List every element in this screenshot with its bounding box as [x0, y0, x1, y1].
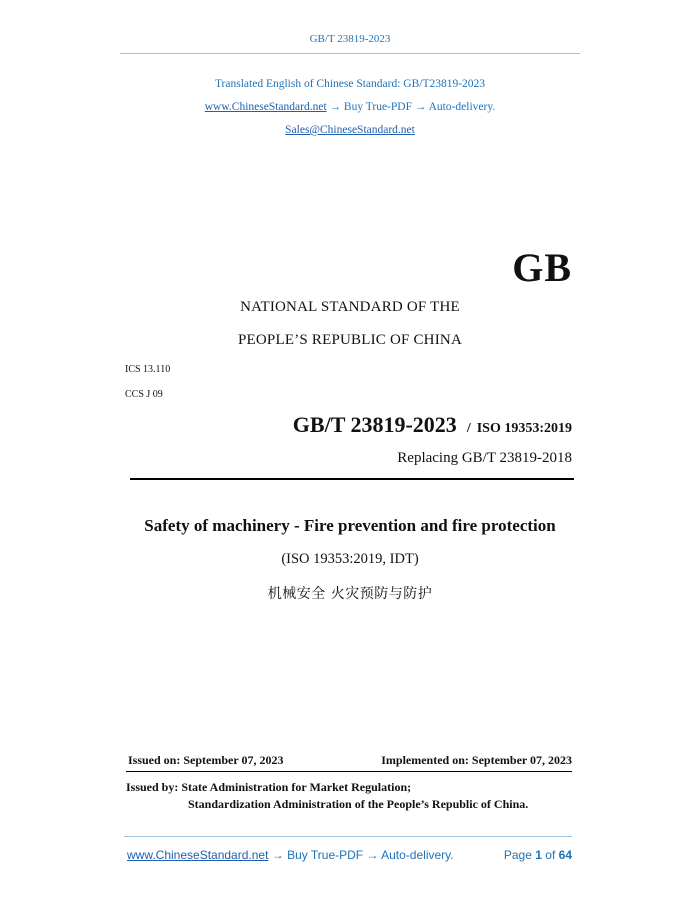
issued-on: Issued on: September 07, 2023	[128, 753, 284, 767]
standard-number: GB/T 23819-2023	[292, 412, 457, 437]
title-divider	[130, 478, 574, 480]
promo-email-line	[0, 124, 700, 136]
running-header: GB/T 23819-2023	[309, 33, 391, 45]
of-label: of	[545, 848, 556, 862]
promo-link-line	[0, 101, 700, 113]
footer-link-line	[127, 848, 454, 862]
chinese-title: 机械安全 火灾预防与防护	[267, 586, 433, 602]
ccs-code: CCS J 09	[125, 389, 163, 400]
page-label: Page	[503, 848, 532, 862]
footer-divider	[124, 836, 572, 837]
footer-buy-text: → Buy True-PDF → Auto-delivery.	[271, 848, 454, 862]
standard-separator: /	[466, 421, 471, 436]
total-pages: 64	[558, 848, 572, 862]
issued-by-line-1: Issued by: State Administration for Market Regulation;	[126, 780, 412, 794]
iso-number: ISO 19353:2019	[476, 421, 572, 436]
replacing-standard: Replacing GB/T 23819-2018	[397, 450, 572, 466]
issued-by-line-2: Standardization Administration of the People’s Republic of China.	[188, 797, 529, 811]
page-indicator	[504, 848, 572, 862]
page-number: 1	[535, 848, 542, 862]
promo-buy-text: → Buy True-PDF → Auto-delivery.	[329, 101, 496, 113]
header-divider	[120, 53, 580, 54]
implemented-on: Implemented on: September 07, 2023	[381, 753, 572, 767]
website-link[interactable]: www.ChineseStandard.net	[204, 101, 327, 113]
promo-line: Translated English of Chinese Standard: GB/T23819-2023	[214, 78, 486, 90]
document-title: Safety of machinery - Fire prevention and fire protection	[144, 516, 556, 535]
national-standard-line-1: NATIONAL STANDARD OF THE	[240, 299, 460, 315]
national-standard-line-2: PEOPLE’S REPUBLIC OF CHINA	[238, 332, 462, 348]
ics-code: ICS 13.110	[125, 364, 171, 375]
iso-equivalence: (ISO 19353:2019, IDT)	[281, 551, 419, 567]
gb-logo: GB	[512, 245, 572, 290]
issue-divider	[126, 771, 572, 772]
standard-number-line	[293, 412, 572, 438]
email-link[interactable]: Sales@ChineseStandard.net	[285, 124, 415, 136]
footer-website-link[interactable]: www.ChineseStandard.net	[127, 848, 269, 862]
